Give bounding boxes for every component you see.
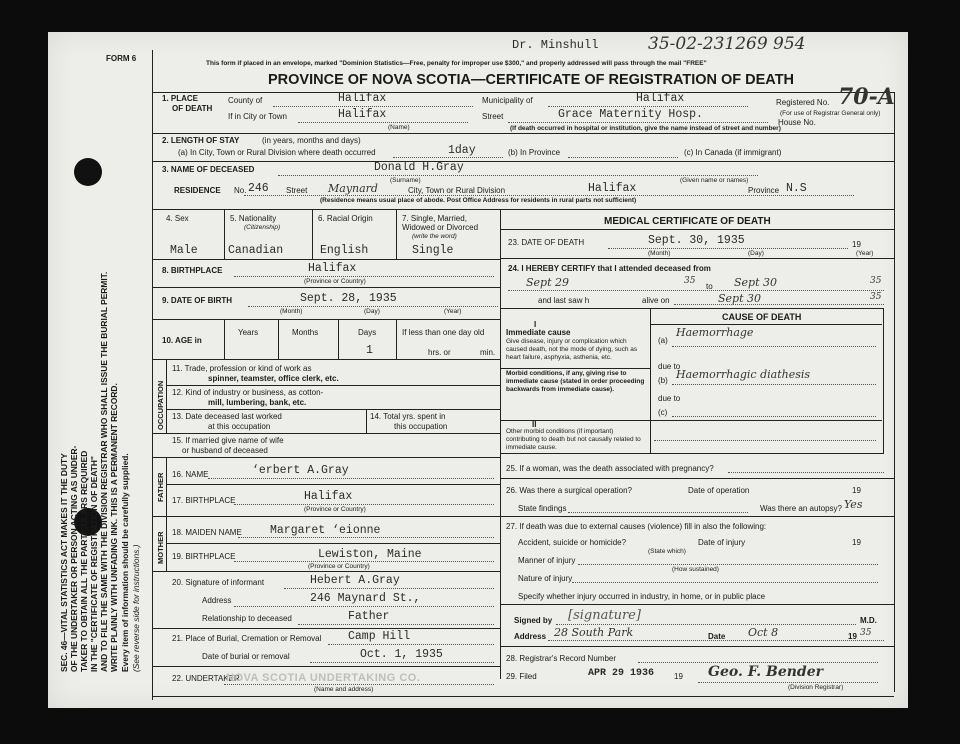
father-side-label: FATHER: [156, 472, 165, 502]
label-immediate: Immediate cause: [506, 328, 571, 337]
rule-after-27: [500, 604, 894, 605]
value-residence-city: Halifax: [588, 182, 637, 195]
rule-after-sex: [152, 259, 500, 260]
value-cert-date: Oct 8: [748, 626, 779, 639]
value-undertaker: NOVA SCOTIA UNDERTAKING CO.: [226, 672, 421, 684]
value-birthplace: Halifax: [308, 262, 357, 275]
dotted-date-of-death: [608, 248, 848, 249]
label-roman-1: I: [534, 320, 537, 329]
label-occ12b: mill, lumbering, bank, etc.: [208, 398, 307, 407]
title-rule: [152, 92, 894, 93]
value-registered-no: 70-A: [838, 84, 895, 110]
label-cause-c: (c): [658, 408, 668, 417]
label-q17: 17. BIRTHPLACE: [172, 496, 236, 505]
occupation-side-label: OCCUPATION: [156, 380, 165, 430]
label-q23: 23. DATE OF DEATH: [508, 238, 585, 247]
dotted-municipality: [548, 106, 748, 107]
rule-after-26: [500, 516, 894, 517]
value-city: Halifax: [338, 108, 387, 121]
value-sex: Male: [170, 244, 198, 257]
value-deceased-name: Donald H.Gray: [374, 161, 464, 174]
label-cert-19: 19: [848, 632, 857, 641]
label-place: 1. PLACE: [162, 94, 199, 103]
dotted-stay-a: [393, 157, 503, 158]
dotted-last-saw: [674, 304, 884, 305]
value-date-of-death: Sept. 30, 1935: [648, 234, 745, 247]
occupation-col: [166, 359, 167, 433]
label-city-town-rural: City, Town or Rural Division: [408, 186, 506, 195]
label-residence: RESIDENCE: [174, 186, 221, 195]
value-residence-street: Maynard: [328, 182, 378, 195]
label-name-sub: (Name): [388, 124, 410, 131]
label-months: Months: [292, 328, 319, 337]
rule-before-other-morbid: [500, 420, 882, 421]
label-street: Street: [482, 112, 504, 121]
label-nature: Nature of injury: [518, 574, 573, 583]
label-dob: 9. DATE OF BIRTH: [162, 296, 233, 305]
label-days: Days: [358, 328, 377, 337]
label-alive-on: alive on: [642, 296, 670, 305]
dotted-county: [273, 106, 473, 107]
dotted-mother-maiden: [238, 537, 494, 538]
cause-title: CAUSE OF DEATH: [722, 312, 802, 322]
rule-after-19: [152, 571, 500, 572]
dotted-burial-place: [328, 644, 494, 645]
value-residence-province: N.S: [786, 182, 807, 195]
label-dod-day: (Day): [748, 250, 764, 257]
label-occ13b: at this occupation: [208, 422, 271, 431]
label-dob-day: (Day): [364, 308, 380, 315]
dotted-dob: [248, 306, 498, 307]
label-state-which: (State which): [648, 548, 686, 555]
dotted-undertaker: [224, 684, 494, 685]
label-municipality: Municipality of: [482, 96, 533, 105]
label-less-than-day: If less than one day old: [402, 328, 485, 337]
dotted-other-morbid: [654, 440, 876, 441]
value-last-saw: Sept 30: [718, 292, 762, 305]
dotted-signed-by: [556, 624, 856, 625]
label-q15b: or husband of deceased: [182, 446, 268, 455]
value-marital: Single: [412, 244, 454, 257]
label-last-saw: and last saw h: [538, 296, 590, 305]
label-name-and-address: (Name and address): [314, 686, 374, 693]
label-citizenship: (Citizenship): [244, 224, 281, 231]
punch-hole-top: [74, 158, 102, 186]
value-mother-maiden: Margaret ‘eionne: [270, 524, 381, 537]
label-occ11a: 11. Trade, profession or kind of work as: [172, 364, 312, 373]
certificate-paper: [48, 32, 908, 708]
label-stay-a: (a) In City, Town or Rural Division where death occurred: [178, 148, 376, 157]
value-autopsy: Yes: [844, 498, 863, 511]
dotted-25: [728, 472, 884, 473]
value-registrar-signature: Geo. F. Bender: [708, 664, 823, 680]
rule-after-stay: [152, 161, 894, 162]
label-occ13a: 13. Date deceased last worked: [172, 412, 282, 421]
rule-occ11: [166, 385, 500, 386]
value-racial: English: [320, 244, 369, 257]
label-q22: 22. UNDERTAKER: [172, 674, 240, 683]
dotted-nature: [572, 582, 878, 583]
dotted-father-name: [208, 478, 494, 479]
label-surname: (Surname): [390, 177, 421, 184]
div-racial: [396, 209, 397, 259]
rule-after-occupation: [152, 433, 500, 434]
parents-col: [166, 457, 167, 571]
label-date-operation: Date of operation: [688, 486, 750, 495]
label-due-to-2: due to: [658, 394, 681, 403]
side-text-6: WRITE PLAINLY WITH UNFADING INK. THIS IS A PERMANENT RECORD.: [109, 383, 119, 672]
rule-after-15: [152, 457, 500, 458]
rule-after-age: [152, 359, 500, 360]
label-specify: Specify whether injury occurred in industry, in home, or in public place: [518, 592, 766, 601]
label-signed-by: Signed by: [514, 616, 553, 625]
medical-title: MEDICAL CERTIFICATE OF DEATH: [604, 216, 771, 227]
label-given-names: (Given name or names): [680, 177, 749, 184]
form-bottom-border: [152, 696, 894, 697]
side-text-5: AND TO FILE THE SAME WITH THE DIVISION REGISTRAR WHO SHALL ISSUE THE BURIAL PERMIT.: [99, 271, 109, 672]
dotted-doctor-address: [548, 640, 884, 641]
label-city-town: If in City or Town: [228, 112, 287, 121]
dotted-mother-birthplace: [234, 561, 494, 562]
value-last-saw-yr: 35: [870, 292, 882, 302]
label-division-registrar: (Division Registrar): [788, 684, 844, 691]
rule-after-residence: [152, 209, 894, 210]
value-burial-place: Camp Hill: [348, 630, 411, 643]
label-op-19: 19: [852, 486, 861, 495]
label-father-bp-sub: (Province or Country): [304, 506, 366, 513]
dotted-cause-a: [672, 346, 876, 347]
side-text-8: (See reverse side for instructions.): [131, 544, 141, 672]
rule-after-dob: [152, 319, 500, 320]
label-stay-b: (b) In Province: [508, 148, 561, 157]
label-q25: 25. If a woman, was the death associated with pregnancy?: [506, 464, 714, 473]
dotted-deceased-name: [278, 175, 758, 176]
rule-after-21: [152, 666, 500, 667]
rule-after-25: [500, 478, 894, 479]
registrar-note: Dr. Minshull: [512, 38, 599, 52]
div-age-2: [278, 319, 279, 359]
label-q29: 29. Filed: [506, 672, 537, 681]
side-text-4: IN THE "CERTIFICATE OF REGISTRATION OF DEATH": [89, 456, 99, 672]
rule-after-birthplace: [152, 287, 500, 288]
label-length-of-stay: 2. LENGTH OF STAY: [162, 136, 240, 145]
label-q27: 27. If death was due to external causes (violence) fill in also the following:: [506, 522, 767, 531]
value-cert-year: 35: [860, 628, 872, 638]
value-mother-birthplace: Lewiston, Maine: [318, 548, 422, 561]
label-q18: 18. MAIDEN NAME: [172, 528, 242, 537]
label-filed-19: 19: [674, 672, 683, 681]
side-text-2: OF THE UNDERTAKER OR PERSON ACTING AS UNDER-: [69, 445, 79, 672]
label-doctor-address: Address: [514, 632, 547, 641]
rule-after-23: [500, 258, 894, 259]
label-marital: 7. Single, Married, Widowed or Divorced: [402, 214, 479, 232]
label-cause-b: (b): [658, 376, 668, 385]
value-residence-no: 246: [248, 182, 269, 195]
dotted-29: [698, 682, 878, 683]
label-stay-c: (c) In Canada (if immigrant): [684, 148, 782, 157]
label-occ12a: 12. Kind of industry or business, as cotton-: [172, 388, 324, 397]
label-write-word: (write the word): [412, 233, 457, 240]
residence-note: (Residence means usual place of abode. Post Office Address for residents in rural parts not sufficient): [320, 197, 637, 204]
dotted-city: [298, 122, 468, 123]
value-cause-b: Haemorrhagic diathesis: [676, 368, 811, 381]
value-attended-to-yr: 35: [870, 276, 882, 286]
rule-occ12: [166, 409, 500, 410]
label-res-street: Street: [286, 186, 308, 195]
label-q16: 16. NAME: [172, 470, 209, 479]
dotted-cause-c: [672, 416, 876, 417]
label-ymd: (in years, months and days): [262, 136, 361, 145]
value-informant: Hebert A.Gray: [310, 574, 400, 587]
dotted-informant: [284, 588, 494, 589]
label-accident: Accident, suicide or homicide?: [518, 538, 627, 547]
rule-after-signature: [500, 646, 894, 647]
label-q26: 26. Was there a surgical operation?: [506, 486, 632, 495]
label-other-morbid: Other morbid conditions (if important) contributing to death but not causally related to immediate cause.: [506, 428, 641, 451]
form-number: FORM 6: [106, 54, 137, 63]
side-text-1: SEC. 46—VITAL STATISTICS ACT MAKES IT THE DUTY: [59, 453, 69, 672]
label-hrs-or: hrs. or: [428, 348, 451, 357]
form-left-border: [152, 50, 153, 700]
label-nationality: 5. Nationality: [230, 214, 277, 223]
label-min: min.: [480, 348, 496, 357]
label-q21: 21. Place of Burial, Cremation or Removal: [172, 634, 322, 643]
dotted-manner: [578, 564, 878, 565]
label-due-to-1: due to: [658, 362, 681, 371]
dotted-findings: [568, 512, 748, 513]
value-father-name: ‘erbert A.Gray: [252, 464, 349, 477]
label-cert-date: Date: [708, 632, 726, 641]
label-how-sustained: (How sustained): [672, 566, 719, 573]
label-relationship: Relationship to deceased: [202, 614, 292, 623]
institution-note: (If death occurred in hospital or institution, give the name instead of street and number): [510, 125, 781, 132]
value-municipality: Halifax: [636, 92, 685, 105]
label-state-findings: State findings: [518, 504, 567, 513]
rule-after-20: [152, 628, 500, 629]
value-street: Grace Maternity Hosp.: [558, 108, 703, 121]
rule-medical-title: [500, 229, 894, 230]
label-autopsy: Was there an autopsy?: [760, 504, 842, 513]
dotted-attended: [508, 290, 884, 291]
certificate-title: PROVINCE OF NOVA SCOTIA—CERTIFICATE OF REGISTRATION OF DEATH: [268, 72, 795, 88]
value-age-days: 1: [366, 344, 373, 357]
label-date-injury: Date of injury: [698, 538, 746, 547]
dotted-informant-address: [234, 606, 494, 607]
label-occ11b: spinner, teamster, office clerk, etc.: [208, 374, 339, 383]
label-of-death: OF DEATH: [172, 104, 213, 113]
label-manner: Manner of injury: [518, 556, 576, 565]
label-cause-a: (a): [658, 336, 668, 345]
label-no: No.: [234, 186, 247, 195]
rule-after-17: [152, 516, 500, 517]
value-burial-date: Oct. 1, 1935: [360, 648, 443, 661]
div-age-4: [396, 319, 397, 359]
label-dob-year: (Year): [444, 308, 462, 315]
label-injury-19: 19: [852, 538, 861, 547]
label-to: to: [706, 282, 713, 291]
label-roman-2: II: [532, 420, 537, 429]
label-racial: 6. Racial Origin: [318, 214, 373, 223]
dotted-cause-b: [672, 384, 876, 385]
side-text-7: Every item of information should be carefully supplied.: [120, 453, 130, 672]
value-attended-from: Sept 29: [526, 276, 570, 289]
value-dob: Sept. 28, 1935: [300, 292, 397, 305]
value-attended-to: Sept 30: [734, 276, 778, 289]
side-text-3: TAKER TO OBTAIN ALL THE PARTICULARS REQUIRED: [79, 450, 89, 672]
div-age-3: [338, 319, 339, 359]
label-q19: 19. BIRTHPLACE: [172, 552, 236, 561]
div-occ13: [366, 409, 367, 433]
label-county: County of: [228, 96, 263, 105]
registrar-use-note: (For use of Registrar General only): [780, 110, 881, 117]
label-dod-year: (Year): [856, 250, 874, 257]
dotted-birthplace: [234, 276, 494, 277]
dotted-residence: [244, 195, 854, 196]
label-address: Address: [202, 596, 232, 605]
value-informant-address: 246 Maynard St.,: [310, 592, 421, 605]
label-q20: 20. Signature of informant: [172, 578, 265, 587]
mother-side-label: MOTHER: [156, 531, 165, 564]
dotted-relationship: [298, 624, 494, 625]
label-registered-no: Registered No.: [776, 98, 830, 107]
value-attended-from-yr: 35: [684, 276, 696, 286]
label-dod-month: (Month): [648, 250, 671, 257]
label-sex: 4. Sex: [166, 214, 189, 223]
dotted-stay-b: [568, 157, 678, 158]
file-number: 35-02-231269 954: [648, 34, 806, 54]
dotted-28: [638, 662, 878, 663]
div-sex: [224, 209, 225, 259]
label-dod-19: 19: [852, 240, 861, 249]
dotted-burial-date: [310, 662, 494, 663]
rule-cause-title: [650, 324, 882, 325]
label-occ14b: this occupation: [394, 422, 448, 431]
label-birthplace: 8. BIRTHPLACE: [162, 266, 223, 275]
rule-after-immediate: [500, 368, 650, 369]
cause-box-divider: [650, 309, 651, 453]
label-q24: 24. I HEREBY CERTIFY that I attended deceased from: [508, 264, 711, 273]
rule-after-16: [166, 484, 500, 485]
envelope-note: This form if placed in an envelope, marked "Dominion Statistics—Free, penalty for improper use $300," and properly addressed will pass through the mail "FREE": [206, 60, 707, 67]
dotted-father-birthplace: [234, 504, 494, 505]
label-occ14a: 14. Total yrs. spent in: [370, 412, 446, 421]
div-age-1: [224, 319, 225, 359]
form-right-border: [894, 92, 895, 692]
value-father-birthplace: Halifax: [304, 490, 353, 503]
value-nationality: Canadian: [228, 244, 284, 257]
rule-after-18: [166, 543, 500, 544]
label-md: M.D.: [860, 616, 877, 625]
div-nationality: [312, 209, 313, 259]
value-cause-a: Haemorrhage: [676, 326, 754, 339]
value-doctor-address: 28 South Park: [554, 626, 634, 639]
label-name-deceased: 3. NAME OF DECEASED: [162, 165, 255, 174]
label-age: 10. AGE in: [162, 336, 202, 345]
label-house-no: House No.: [778, 118, 816, 127]
label-q28: 28. Registrar's Record Number: [506, 654, 617, 663]
rule-after-place: [152, 133, 894, 134]
label-birthplace-sub: (Province or Country): [304, 278, 366, 285]
label-q15a: 15. If married give name of wife: [172, 436, 284, 445]
dotted-street: [508, 122, 768, 123]
value-signed-by: [signature]: [568, 608, 641, 623]
label-years: Years: [238, 328, 259, 337]
label-dob-month: (Month): [280, 308, 303, 315]
label-province: Province: [748, 186, 780, 195]
label-morbid: Morbid conditions, if any, giving rise to immediate cause (stated in order proceeding backwards from immediate cause).: [506, 370, 645, 393]
value-filed: APR 29 1936: [588, 668, 655, 679]
label-immediate-note: Give disease, injury or complication which caused death, not the mode of dying, such as heart failure, asphyxia, asthenia, etc.: [506, 338, 638, 361]
label-burial-date: Date of burial or removal: [202, 652, 290, 661]
label-mother-bp-sub: (Province or Country): [308, 563, 370, 570]
value-relationship: Father: [348, 610, 390, 623]
value-stay-a: 1day: [448, 144, 476, 157]
value-county: Halifax: [338, 92, 387, 105]
